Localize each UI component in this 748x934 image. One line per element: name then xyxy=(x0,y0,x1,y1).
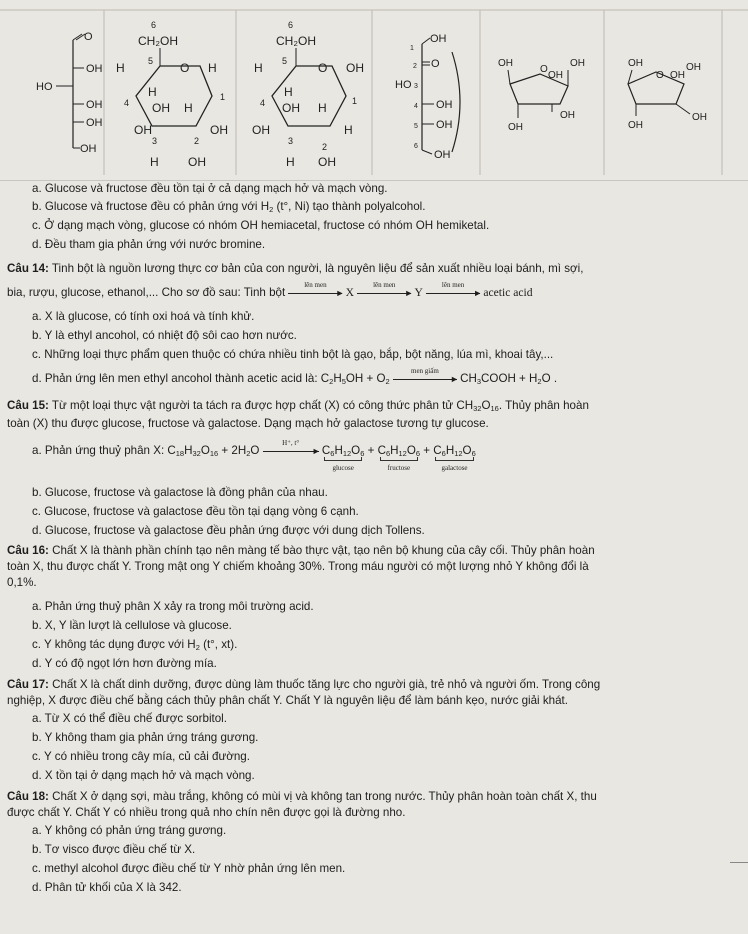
svg-text:OH: OH xyxy=(692,112,707,123)
svg-text:CH₂OH: CH₂OH xyxy=(276,34,316,48)
svg-text:OH: OH xyxy=(436,119,453,131)
svg-text:5: 5 xyxy=(148,56,154,66)
fructose-open-chain xyxy=(395,33,460,161)
svg-text:OH: OH xyxy=(346,61,364,75)
structures-svg xyxy=(0,0,748,180)
q15-option-c: c. Glucose, fructose và galactose đều tồn tại dạng vòng 6 cạnh. xyxy=(32,505,359,518)
glucose-ring-structure-1 xyxy=(116,20,228,169)
svg-text:H: H xyxy=(284,85,293,99)
svg-text:6: 6 xyxy=(151,20,157,30)
svg-text:O: O xyxy=(180,61,190,75)
svg-text:6: 6 xyxy=(288,20,294,30)
question-14: Câu 14: Tinh bột là nguồn lương thực cơ bản của con người, là nguyên liệu để sản xuất nhiều loại bánh, mì sợi, xyxy=(7,262,584,275)
svg-text:3: 3 xyxy=(414,83,418,90)
svg-text:OH: OH xyxy=(434,149,451,161)
svg-text:HO: HO xyxy=(395,79,412,91)
svg-text:OH: OH xyxy=(628,120,643,131)
q17-option-d: d. X tồn tại ở dạng mạch hở và mạch vòng. xyxy=(32,769,255,782)
q16-option-a: a. Phản ứng thuỷ phân X xảy ra trong môi trường acid. xyxy=(32,600,314,613)
q13-option-b: b. Glucose và fructose đều có phản ứng với $H_2$ (t°, Ni) tạo thành polyalcohol. xyxy=(32,200,426,214)
svg-text:OH: OH xyxy=(152,101,170,115)
question-15-line2: toàn (X) thu được glucose, fructose và galactose. Dạng mạch hở galactose tương tự glucose. xyxy=(7,417,489,430)
svg-text:H: H xyxy=(150,155,159,169)
svg-text:O: O xyxy=(656,70,664,81)
svg-text:OH: OH xyxy=(436,99,453,111)
svg-text:OH: OH xyxy=(80,143,97,155)
svg-text:OH: OH xyxy=(86,117,103,129)
svg-text:CH₂OH: CH₂OH xyxy=(138,34,178,48)
q18-option-d: d. Phân tử khối của X là 342. xyxy=(32,881,182,894)
svg-text:OH: OH xyxy=(498,58,513,69)
svg-text:O: O xyxy=(84,31,93,43)
q16-option-d: d. Y có độ ngọt lớn hơn đường mía. xyxy=(32,657,217,670)
q13-option-d: d. Đều tham gia phản ứng với nước bromine. xyxy=(32,238,266,251)
q14-option-c: c. Những loại thực phẩm quen thuộc có chứa nhiều tinh bột là gạo, bắp, bột năng, lúa mì, khoai tây,... xyxy=(32,348,554,361)
q17-option-c: c. Y có nhiều trong cây mía, củ cải đường. xyxy=(32,750,250,763)
svg-text:OH: OH xyxy=(570,58,585,69)
q14-option-b: b. Y là ethyl ancohol, có nhiệt độ sôi cao hơn nước. xyxy=(32,329,297,342)
svg-text:H: H xyxy=(184,101,193,115)
glucose-open-chain xyxy=(36,31,103,155)
question-14-scheme: bia, rượu, glucose, ethanol,... Cho sơ đồ sau: Tinh bột lên men ► X lên men ► Y lên men ► acetic acid xyxy=(7,280,533,299)
svg-text:OH: OH xyxy=(670,70,685,81)
question-18: Câu 18: Chất X ở dạng sợi, màu trắng, không có mùi vị và không tan trong nước. Thủy phân hoàn toàn chất X, thu xyxy=(7,790,597,803)
svg-text:6: 6 xyxy=(414,143,418,150)
svg-text:3: 3 xyxy=(288,136,294,146)
svg-text:2: 2 xyxy=(413,63,417,70)
svg-text:H: H xyxy=(208,61,217,75)
svg-text:H: H xyxy=(148,85,157,99)
q15-option-d: d. Glucose, fructose và galactose đều phản ứng được với dung dịch Tollens. xyxy=(32,524,425,537)
question-16-line2: toàn X, thu được chất Y. Trong mật ong Y chiếm khoảng 30%. Trong máu người có một lượng nhỏ Y không đổi là xyxy=(7,560,589,573)
svg-text:HO: HO xyxy=(36,81,53,93)
q18-option-b: b. Tơ visco được điều chế từ X. xyxy=(32,843,196,856)
question-17: Câu 17: Chất X là chất dinh dưỡng, được dùng làm thuốc tăng lực cho người già, trẻ nhỏ và người ốm. Trong công xyxy=(7,678,601,691)
q14-option-a: a. X là glucose, có tính oxi hoá và tính khử. xyxy=(32,310,255,323)
svg-text:OH: OH xyxy=(134,123,152,137)
svg-text:H: H xyxy=(254,61,263,75)
svg-text:H: H xyxy=(116,61,125,75)
svg-text:2: 2 xyxy=(322,142,328,152)
structure-figure-strip xyxy=(0,0,748,181)
svg-text:OH: OH xyxy=(508,122,523,133)
q16-option-c: c. Y không tác dụng được với $H_2$ (t°, xt). xyxy=(32,638,238,652)
svg-text:OH: OH xyxy=(430,33,447,45)
svg-text:OH: OH xyxy=(252,123,270,137)
q14-option-d: d. Phản ứng lên men ethyl ancohol thành acetic acid là: $C_2H_5OH + O_2$ men giấm ► $CH_3COOH + H_2O$ . xyxy=(32,366,558,386)
svg-text:O: O xyxy=(540,64,548,75)
q18-option-a: a. Y không có phản ứng tráng gương. xyxy=(32,824,227,837)
q17-option-b: b. Y không tham gia phản ứng tráng gương. xyxy=(32,731,259,744)
svg-text:H: H xyxy=(344,123,353,137)
question-16: Câu 16: Chất X là thành phần chính tạo nên màng tế bào thực vật, tạo nên bộ khung của cây cối. Thủy phân hoàn xyxy=(7,544,595,557)
svg-text:4: 4 xyxy=(414,103,418,110)
svg-text:OH: OH xyxy=(548,70,563,81)
svg-text:OH: OH xyxy=(210,123,228,137)
fructose-ring-structure-2 xyxy=(628,58,707,131)
q18-option-c: c. methyl alcohol được điều chế từ Y nhờ phản ứng lên men. xyxy=(32,862,346,875)
svg-text:OH: OH xyxy=(318,155,336,169)
question-15: Câu 15: Từ một loại thực vật người ta tách ra được hợp chất (X) có công thức phân tử $CH_{32}O_{16}$. Thủy phân hoàn xyxy=(7,399,589,413)
q16-option-b: b. X, Y lần lượt là cellulose và glucose. xyxy=(32,619,232,632)
reaction-arrow: lên men ► xyxy=(288,287,342,299)
svg-text:4: 4 xyxy=(260,98,266,108)
svg-text:OH: OH xyxy=(282,101,300,115)
galactose-product: $C_6H_{12}O_6$ galactose xyxy=(433,444,476,472)
svg-text:4: 4 xyxy=(124,98,130,108)
svg-text:5: 5 xyxy=(282,56,288,66)
reaction-arrow: lên men ► xyxy=(426,287,480,299)
reaction-arrow: H⁺, t° ► xyxy=(263,445,319,457)
svg-text:OH: OH xyxy=(86,63,103,75)
svg-text:5: 5 xyxy=(414,123,418,130)
question-18-line2: được chất Y. Chất Y có nhiều trong quả nho chín nên được gọi là đường nho. xyxy=(7,806,406,819)
q15-option-b: b. Glucose, fructose và galactose là đồng phân của nhau. xyxy=(32,486,328,499)
svg-text:OH: OH xyxy=(188,155,206,169)
svg-text:H: H xyxy=(286,155,295,169)
svg-text:1: 1 xyxy=(410,45,414,52)
q13-option-a: a. Glucose và fructose đều tồn tại ở cả dạng mạch hở và mạch vòng. xyxy=(32,182,388,195)
svg-text:3: 3 xyxy=(152,136,158,146)
svg-text:O: O xyxy=(431,58,440,70)
page-fold-mark xyxy=(730,862,748,863)
q17-option-a: a. Từ X có thể điều chế được sorbitol. xyxy=(32,712,227,725)
q13-option-c: c. Ở dạng mạch vòng, glucose có nhóm OH hemiacetal, fructose có nhóm OH hemiketal. xyxy=(32,219,490,232)
svg-text:OH: OH xyxy=(686,62,701,73)
svg-text:1: 1 xyxy=(220,92,226,102)
svg-text:2: 2 xyxy=(194,136,200,146)
svg-text:1: 1 xyxy=(352,96,358,106)
reaction-arrow: men giấm ► xyxy=(393,373,457,385)
fructose-product: $C_6H_{12}O_6$ fructose xyxy=(377,444,421,472)
glucose-ring-structure-2 xyxy=(252,20,364,169)
svg-text:OH: OH xyxy=(86,99,103,111)
glucose-product: $C_6H_{12}O_6$ glucose xyxy=(321,444,365,472)
question-16-line3: 0,1%. xyxy=(7,576,37,589)
question-17-line2: nghiệp, X được điều chế bằng cách thủy phân chất Y. Chất Y là nguyên liệu để làm bánh kẹo, nước giải khát. xyxy=(7,694,568,707)
svg-text:O: O xyxy=(318,61,328,75)
reaction-arrow: lên men ► xyxy=(357,287,411,299)
svg-text:OH: OH xyxy=(560,110,575,121)
svg-text:OH: OH xyxy=(628,58,643,69)
svg-text:H: H xyxy=(318,101,327,115)
q15-option-a: a. Phản ứng thuỷ phân X: $C_{18}H_{32}O_{16} + 2H_2O$ H⁺, t° ► $C_6H_{12}O_6$ glucose + $C_6H_{12}O_6$ fructose + $C_6H_{12}O_6$ galactose xyxy=(32,438,476,472)
fructose-ring-structure-1 xyxy=(498,58,585,133)
